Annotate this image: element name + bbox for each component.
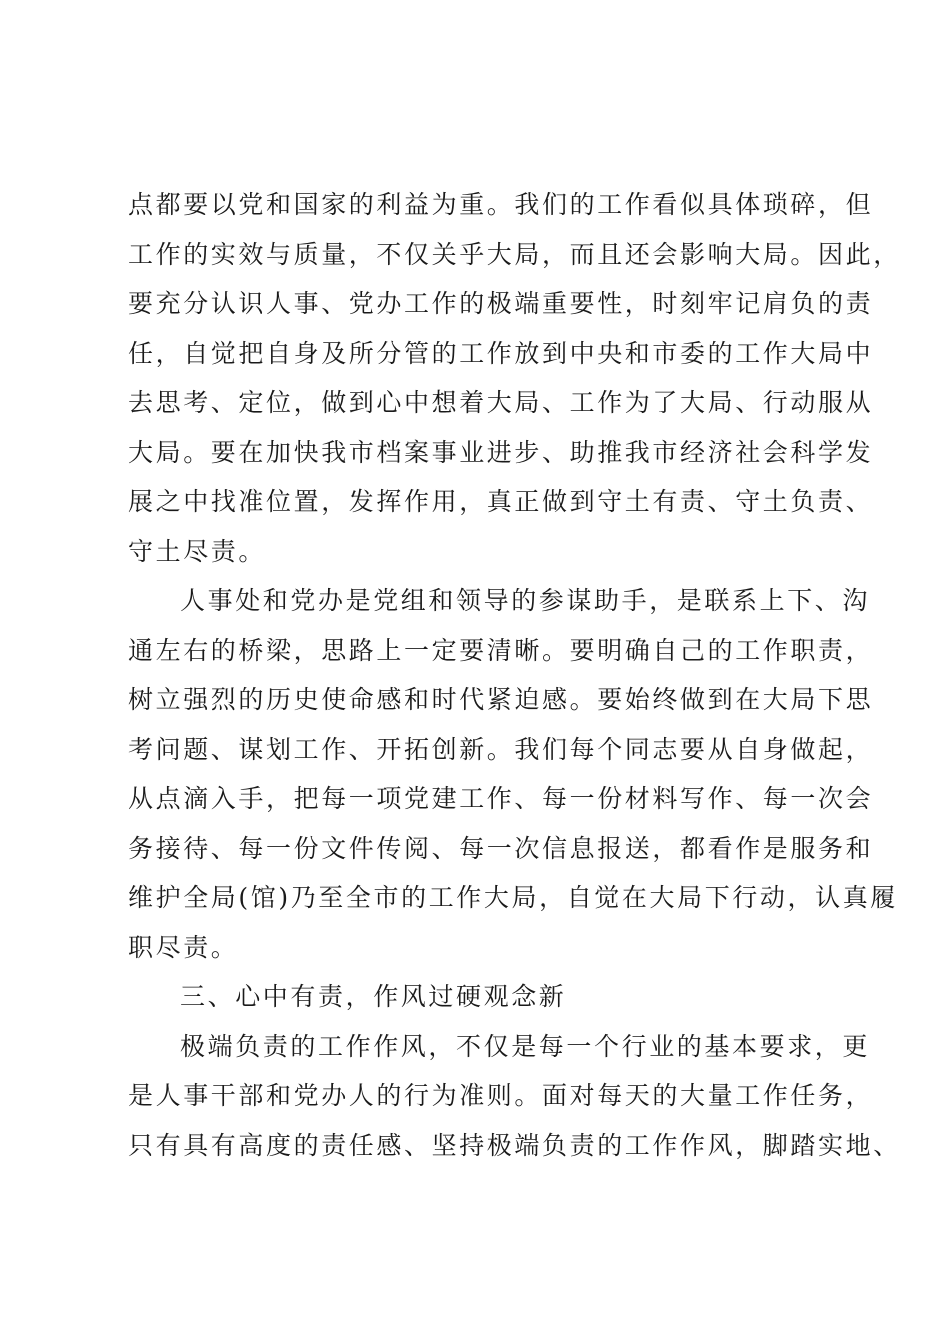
section-heading: 三、心中有责，作风过硬观念新 <box>180 982 567 1011</box>
text-line: 点都要以党和国家的利益为重。我们的工作看似具体琐碎，但 <box>128 190 874 219</box>
text-line: 任，自觉把自身及所分管的工作放到中央和市委的工作大局中 <box>128 338 874 368</box>
text-line: 守土尽责。 <box>128 536 267 566</box>
text-line: 树立强烈的历史使命感和时代紧迫感。要始终做到在大局下思 <box>128 685 874 714</box>
text-line: 展之中找准位置，发挥作用，真正做到守土有责、守土负责、 <box>128 487 874 516</box>
text-line: 维护全局(馆)乃至全市的工作大局，自觉在大局下行动，认真履 <box>128 883 898 912</box>
text-line: 通左右的桥梁，思路上一定要清晰。要明确自己的工作职责， <box>128 635 874 665</box>
paragraph-first-line: 极端负责的工作作风，不仅是每一个行业的基本要求，更 <box>180 1031 871 1061</box>
text-line: 要充分认识人事、党办工作的极端重要性，时刻牢记肩负的责 <box>128 289 874 318</box>
text-line: 是人事干部和党办人的行为准则。面对每天的大量工作任务， <box>128 1081 874 1110</box>
text-line: 职尽责。 <box>128 932 239 962</box>
paragraph-first-line: 人事处和党办是党组和领导的参谋助手，是联系上下、沟 <box>180 586 871 615</box>
body-text <box>128 180 901 1170</box>
text-line: 务接待、每一份文件传阅、每一次信息报送，都看作是服务和 <box>128 833 874 863</box>
text-line: 从点滴入手，把每一项党建工作、每一份材料写作、每一次会 <box>128 784 874 813</box>
text-line: 考问题、谋划工作、开拓创新。我们每个同志要从自身做起， <box>128 734 874 764</box>
text-line: 工作的实效与质量，不仅关乎大局，而且还会影响大局。因此， <box>128 239 901 269</box>
text-line: 去思考、定位，做到心中想着大局、工作为了大局、行动服从 <box>128 388 874 417</box>
text-line: 大局。要在加快我市档案事业进步、助推我市经济社会科学发 <box>128 437 874 467</box>
text-line: 只有具有高度的责任感、坚持极端负责的工作作风，脚踏实地、 <box>128 1130 901 1160</box>
